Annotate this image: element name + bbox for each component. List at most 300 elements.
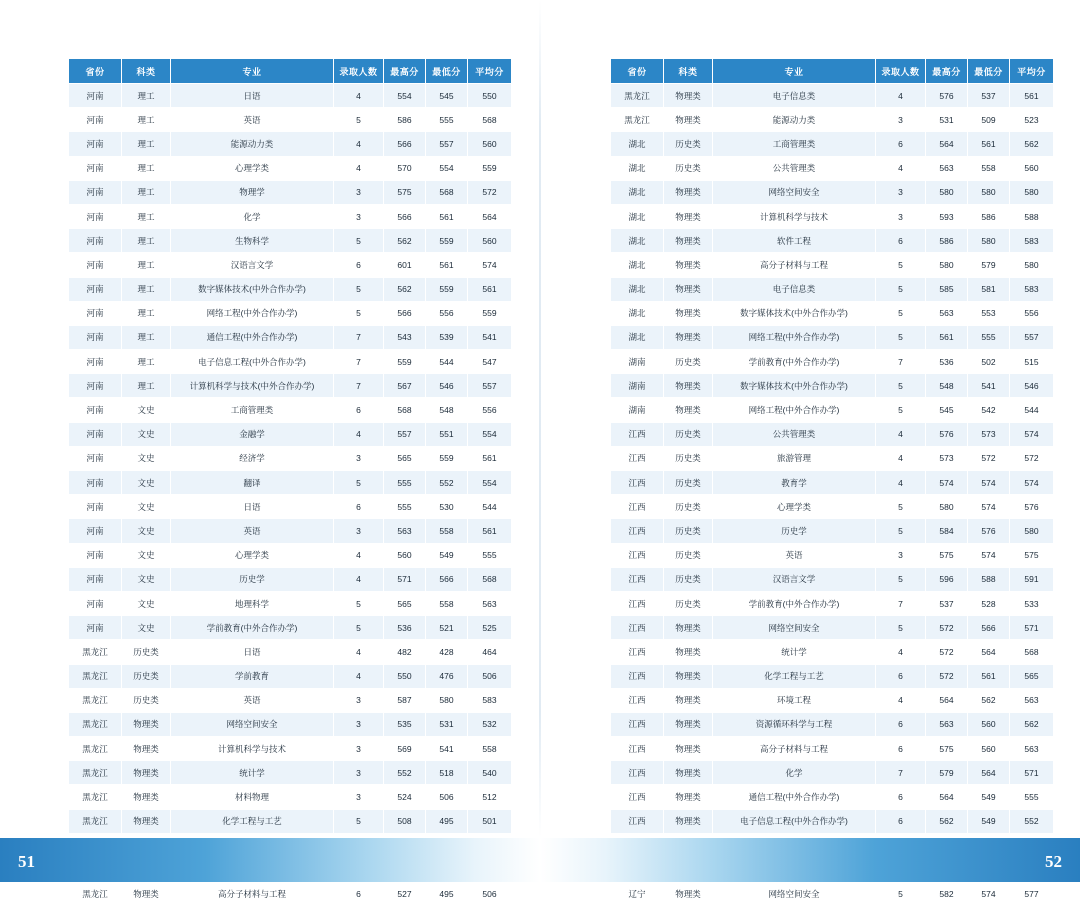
cell-category: 物理类: [664, 688, 713, 712]
cell-lowest: 559: [426, 229, 468, 253]
cell-lowest: 551: [426, 422, 468, 446]
cell-enrolled: 5: [334, 471, 384, 495]
cell-highest: 554: [384, 84, 426, 108]
left-page: [0, 0, 540, 899]
cell-enrolled: 4: [334, 156, 384, 180]
cell-average: 559: [468, 301, 512, 325]
cell-lowest: 580: [968, 229, 1010, 253]
cell-lowest: 580: [968, 180, 1010, 204]
column-header-highest: 最高分: [384, 59, 426, 84]
cell-category: 历史类: [664, 519, 713, 543]
cell-enrolled: 7: [876, 591, 926, 615]
cell-lowest: 555: [426, 108, 468, 132]
cell-lowest: 574: [968, 495, 1010, 519]
cell-average: 576: [1010, 495, 1054, 519]
cell-province: 河南: [69, 446, 122, 470]
cell-major: 公共管理类: [713, 422, 876, 446]
cell-province: 江西: [611, 495, 664, 519]
cell-major: 心理学类: [171, 543, 334, 567]
cell-category: 理工: [122, 204, 171, 228]
cell-major: 数字媒体技术(中外合作办学): [713, 374, 876, 398]
cell-highest: 552: [384, 761, 426, 785]
left-page-number: 51: [18, 852, 35, 871]
cell-major: 经济学: [171, 446, 334, 470]
cell-major: 心理学类: [713, 495, 876, 519]
cell-lowest: 528: [968, 591, 1010, 615]
cell-average: 575: [1010, 543, 1054, 567]
cell-province: 江西: [611, 543, 664, 567]
cell-highest: 573: [926, 446, 968, 470]
cell-average: 591: [1010, 567, 1054, 591]
cell-major: 电子信息工程(中外合作办学): [171, 350, 334, 374]
cell-enrolled: 4: [334, 132, 384, 156]
table-row: [611, 253, 1054, 277]
column-header-enrolled: 录取人数: [334, 59, 384, 84]
cell-highest: 563: [926, 712, 968, 736]
cell-highest: 593: [926, 204, 968, 228]
cell-enrolled: 7: [876, 350, 926, 374]
cell-category: 物理类: [664, 398, 713, 422]
cell-major: 英语: [171, 519, 334, 543]
table-row: [69, 229, 512, 253]
table-row: [69, 688, 512, 712]
cell-lowest: 557: [426, 132, 468, 156]
cell-province: 江西: [611, 737, 664, 761]
cell-highest: 562: [384, 229, 426, 253]
cell-average: 561: [468, 277, 512, 301]
cell-province: 黑龙江: [69, 761, 122, 785]
table-row: [611, 229, 1054, 253]
cell-lowest: 559: [426, 277, 468, 301]
cell-lowest: 542: [968, 398, 1010, 422]
cell-enrolled: 4: [334, 640, 384, 664]
cell-enrolled: 5: [876, 519, 926, 543]
table-row: [611, 422, 1054, 446]
table-row: [69, 301, 512, 325]
cell-lowest: 561: [968, 132, 1010, 156]
cell-highest: 601: [384, 253, 426, 277]
cell-average: 547: [468, 350, 512, 374]
cell-province: 河南: [69, 567, 122, 591]
cell-province: 河南: [69, 253, 122, 277]
right-page: [540, 0, 1080, 899]
table-row: [611, 737, 1054, 761]
cell-highest: 535: [384, 712, 426, 736]
cell-average: 563: [1010, 688, 1054, 712]
cell-enrolled: 3: [876, 543, 926, 567]
table-row: [611, 640, 1054, 664]
cell-category: 物理类: [664, 229, 713, 253]
cell-lowest: 495: [426, 882, 468, 906]
cell-lowest: 560: [968, 737, 1010, 761]
cell-province: 江西: [611, 446, 664, 470]
cell-enrolled: 5: [334, 301, 384, 325]
cell-category: 文史: [122, 519, 171, 543]
cell-lowest: 506: [426, 785, 468, 809]
cell-category: 物理类: [664, 664, 713, 688]
cell-average: 580: [1010, 253, 1054, 277]
cell-province: 河南: [69, 543, 122, 567]
cell-enrolled: 4: [876, 422, 926, 446]
cell-lowest: 574: [968, 882, 1010, 906]
cell-average: 556: [1010, 301, 1054, 325]
cell-highest: 524: [384, 785, 426, 809]
cell-enrolled: 5: [334, 809, 384, 833]
cell-lowest: 579: [968, 253, 1010, 277]
cell-major: 教育学: [713, 471, 876, 495]
cell-average: 588: [1010, 204, 1054, 228]
table-row: [69, 809, 512, 833]
cell-lowest: 561: [968, 664, 1010, 688]
cell-province: 江西: [611, 640, 664, 664]
table-row: [611, 398, 1054, 422]
cell-lowest: 530: [426, 495, 468, 519]
cell-major: 高分子材料与工程: [171, 882, 334, 906]
cell-lowest: 537: [968, 84, 1010, 108]
column-header-province: 省份: [611, 59, 664, 84]
cell-province: 河南: [69, 422, 122, 446]
cell-category: 物理类: [122, 809, 171, 833]
table-row: [69, 616, 512, 640]
cell-major: 化学: [171, 204, 334, 228]
cell-highest: 587: [384, 688, 426, 712]
table-row: [69, 204, 512, 228]
table-row: [611, 204, 1054, 228]
cell-lowest: 555: [968, 325, 1010, 349]
cell-enrolled: 4: [334, 664, 384, 688]
cell-average: 568: [468, 567, 512, 591]
cell-highest: 596: [926, 567, 968, 591]
column-header-category: 科类: [664, 59, 713, 84]
cell-major: 公共管理类: [713, 156, 876, 180]
cell-enrolled: 5: [334, 108, 384, 132]
table-row: [611, 471, 1054, 495]
cell-highest: 536: [926, 350, 968, 374]
cell-enrolled: 6: [876, 737, 926, 761]
cell-category: 物理类: [664, 204, 713, 228]
cell-average: 512: [468, 785, 512, 809]
cell-major: 学前教育(中外合作办学): [713, 350, 876, 374]
cell-lowest: 495: [426, 809, 468, 833]
cell-category: 理工: [122, 301, 171, 325]
cell-category: 物理类: [122, 712, 171, 736]
cell-province: 湖北: [611, 229, 664, 253]
cell-highest: 555: [384, 495, 426, 519]
cell-province: 河南: [69, 374, 122, 398]
cell-major: 网络空间安全: [713, 616, 876, 640]
cell-province: 黑龙江: [69, 688, 122, 712]
table-row: [611, 350, 1054, 374]
cell-average: 580: [1010, 180, 1054, 204]
cell-highest: 563: [926, 301, 968, 325]
cell-category: 物理类: [122, 785, 171, 809]
cell-enrolled: 6: [876, 229, 926, 253]
cell-major: 日语: [171, 84, 334, 108]
cell-enrolled: 4: [876, 471, 926, 495]
cell-lowest: 588: [968, 567, 1010, 591]
cell-province: 河南: [69, 591, 122, 615]
table-row: [69, 253, 512, 277]
table-row: [69, 325, 512, 349]
table-row: [611, 132, 1054, 156]
cell-highest: 563: [926, 156, 968, 180]
table-row: [69, 277, 512, 301]
cell-enrolled: 5: [876, 253, 926, 277]
cell-enrolled: 7: [334, 374, 384, 398]
column-header-major: 专业: [171, 59, 334, 84]
table-row: [69, 664, 512, 688]
table-row: [611, 84, 1054, 108]
table-row: [611, 180, 1054, 204]
table-row: [611, 809, 1054, 833]
cell-category: 物理类: [122, 737, 171, 761]
table-header-row: [611, 59, 1054, 84]
cell-highest: 559: [384, 350, 426, 374]
cell-average: 572: [468, 180, 512, 204]
cell-lowest: 568: [426, 180, 468, 204]
cell-highest: 575: [926, 543, 968, 567]
cell-category: 物理类: [664, 640, 713, 664]
cell-average: 560: [1010, 156, 1054, 180]
table-row: [69, 519, 512, 543]
table-row: [69, 761, 512, 785]
cell-highest: 572: [926, 616, 968, 640]
cell-average: 565: [1010, 664, 1054, 688]
cell-enrolled: 3: [334, 446, 384, 470]
cell-category: 文史: [122, 567, 171, 591]
cell-enrolled: 6: [334, 253, 384, 277]
cell-category: 物理类: [664, 712, 713, 736]
cell-category: 理工: [122, 229, 171, 253]
table-row: [611, 761, 1054, 785]
cell-category: 理工: [122, 253, 171, 277]
table-row: [69, 350, 512, 374]
cell-major: 汉语言文学: [713, 567, 876, 591]
cell-category: 物理类: [664, 882, 713, 906]
cell-major: 能源动力类: [713, 108, 876, 132]
cell-lowest: 581: [968, 277, 1010, 301]
cell-enrolled: 5: [876, 277, 926, 301]
cell-major: 英语: [171, 108, 334, 132]
cell-lowest: 545: [426, 84, 468, 108]
cell-enrolled: 4: [876, 156, 926, 180]
cell-major: 资源循环科学与工程: [713, 712, 876, 736]
cell-average: 554: [468, 471, 512, 495]
cell-highest: 585: [926, 277, 968, 301]
cell-category: 物理类: [122, 761, 171, 785]
cell-category: 物理类: [664, 785, 713, 809]
cell-enrolled: 5: [876, 616, 926, 640]
cell-province: 湖北: [611, 132, 664, 156]
cell-lowest: 562: [968, 688, 1010, 712]
cell-province: 河南: [69, 301, 122, 325]
cell-province: 江西: [611, 712, 664, 736]
cell-category: 物理类: [664, 616, 713, 640]
cell-category: 物理类: [664, 761, 713, 785]
cell-highest: 582: [926, 882, 968, 906]
cell-lowest: 541: [426, 737, 468, 761]
cell-average: 540: [468, 761, 512, 785]
cell-lowest: 546: [426, 374, 468, 398]
table-row: [69, 567, 512, 591]
cell-enrolled: 5: [334, 229, 384, 253]
cell-enrolled: 3: [876, 180, 926, 204]
cell-province: 河南: [69, 180, 122, 204]
cell-average: 533: [1010, 591, 1054, 615]
cell-highest: 527: [384, 882, 426, 906]
cell-highest: 580: [926, 495, 968, 519]
cell-average: 550: [468, 84, 512, 108]
cell-category: 历史类: [664, 495, 713, 519]
cell-major: 高分子材料与工程: [713, 253, 876, 277]
cell-lowest: 502: [968, 350, 1010, 374]
cell-lowest: 509: [968, 108, 1010, 132]
cell-major: 计算机科学与技术(中外合作办学): [171, 374, 334, 398]
table-header-right: [611, 59, 1054, 84]
cell-major: 软件工程: [713, 229, 876, 253]
table-row: [69, 374, 512, 398]
cell-category: 物理类: [664, 374, 713, 398]
cell-lowest: 561: [426, 253, 468, 277]
cell-enrolled: 5: [334, 277, 384, 301]
cell-average: 544: [468, 495, 512, 519]
cell-enrolled: 3: [334, 688, 384, 712]
cell-category: 文史: [122, 446, 171, 470]
cell-province: 湖北: [611, 325, 664, 349]
table-row: [611, 688, 1054, 712]
cell-highest: 580: [926, 253, 968, 277]
cell-average: 558: [468, 737, 512, 761]
table-row: [611, 325, 1054, 349]
cell-major: 学前教育(中外合作办学): [713, 591, 876, 615]
cell-enrolled: 7: [334, 350, 384, 374]
cell-lowest: 539: [426, 325, 468, 349]
cell-major: 化学: [713, 761, 876, 785]
cell-highest: 557: [384, 422, 426, 446]
cell-category: 文史: [122, 398, 171, 422]
cell-major: 生物科学: [171, 229, 334, 253]
cell-category: 文史: [122, 422, 171, 446]
cell-lowest: 518: [426, 761, 468, 785]
cell-category: 物理类: [664, 809, 713, 833]
cell-highest: 555: [384, 471, 426, 495]
table-row: [611, 277, 1054, 301]
cell-average: 562: [1010, 712, 1054, 736]
cell-province: 黑龙江: [69, 640, 122, 664]
cell-enrolled: 3: [876, 108, 926, 132]
cell-major: 学前教育(中外合作办学): [171, 616, 334, 640]
table-row: [69, 84, 512, 108]
table-row: [611, 543, 1054, 567]
cell-average: 583: [1010, 229, 1054, 253]
cell-highest: 550: [384, 664, 426, 688]
cell-province: 湖北: [611, 253, 664, 277]
cell-highest: 563: [384, 519, 426, 543]
cell-major: 网络空间安全: [171, 712, 334, 736]
cell-average: 506: [468, 664, 512, 688]
cell-category: 理工: [122, 350, 171, 374]
cell-lowest: 561: [426, 204, 468, 228]
cell-enrolled: 6: [334, 398, 384, 422]
cell-average: 560: [468, 132, 512, 156]
cell-average: 501: [468, 809, 512, 833]
cell-lowest: 476: [426, 664, 468, 688]
table-row: [611, 616, 1054, 640]
cell-enrolled: 6: [334, 495, 384, 519]
table-body-right: [611, 84, 1054, 906]
cell-enrolled: 3: [876, 204, 926, 228]
cell-province: 江西: [611, 567, 664, 591]
cell-highest: 543: [384, 325, 426, 349]
cell-category: 文史: [122, 495, 171, 519]
cell-category: 历史类: [122, 688, 171, 712]
column-header-lowest: 最低分: [426, 59, 468, 84]
cell-category: 历史类: [664, 471, 713, 495]
cell-enrolled: 5: [876, 882, 926, 906]
cell-enrolled: 3: [334, 712, 384, 736]
cell-category: 历史类: [122, 664, 171, 688]
table-row: [69, 180, 512, 204]
cell-lowest: 564: [968, 761, 1010, 785]
cell-major: 学前教育: [171, 664, 334, 688]
cell-highest: 565: [384, 591, 426, 615]
cell-highest: 575: [384, 180, 426, 204]
column-header-highest: 最高分: [926, 59, 968, 84]
cell-lowest: 553: [968, 301, 1010, 325]
cell-lowest: 566: [968, 616, 1010, 640]
cell-major: 高分子材料与工程: [713, 737, 876, 761]
cell-major: 电子信息类: [713, 277, 876, 301]
cell-average: 562: [1010, 132, 1054, 156]
cell-lowest: 541: [968, 374, 1010, 398]
cell-category: 理工: [122, 325, 171, 349]
cell-major: 环境工程: [713, 688, 876, 712]
cell-average: 580: [1010, 519, 1054, 543]
cell-major: 历史学: [171, 567, 334, 591]
cell-province: 河南: [69, 495, 122, 519]
cell-category: 物理类: [664, 108, 713, 132]
cell-highest: 576: [926, 422, 968, 446]
table-row: [611, 882, 1054, 906]
table-row: [611, 495, 1054, 519]
cell-average: 560: [468, 229, 512, 253]
column-header-enrolled: 录取人数: [876, 59, 926, 84]
cell-province: 河南: [69, 204, 122, 228]
cell-category: 历史类: [664, 446, 713, 470]
cell-major: 日语: [171, 640, 334, 664]
cell-category: 文史: [122, 591, 171, 615]
cell-major: 材料物理: [171, 785, 334, 809]
cell-lowest: 573: [968, 422, 1010, 446]
cell-province: 河南: [69, 108, 122, 132]
column-header-average: 平均分: [468, 59, 512, 84]
cell-enrolled: 5: [876, 325, 926, 349]
cell-province: 河南: [69, 398, 122, 422]
cell-enrolled: 5: [876, 301, 926, 325]
cell-province: 湖南: [611, 374, 664, 398]
cell-lowest: 558: [426, 519, 468, 543]
cell-major: 英语: [713, 543, 876, 567]
cell-average: 559: [468, 156, 512, 180]
cell-highest: 569: [384, 737, 426, 761]
table-row: [69, 640, 512, 664]
table-row: [69, 737, 512, 761]
cell-enrolled: 5: [334, 616, 384, 640]
cell-enrolled: 4: [876, 640, 926, 664]
cell-category: 理工: [122, 132, 171, 156]
table-row: [69, 785, 512, 809]
cell-lowest: 552: [426, 471, 468, 495]
